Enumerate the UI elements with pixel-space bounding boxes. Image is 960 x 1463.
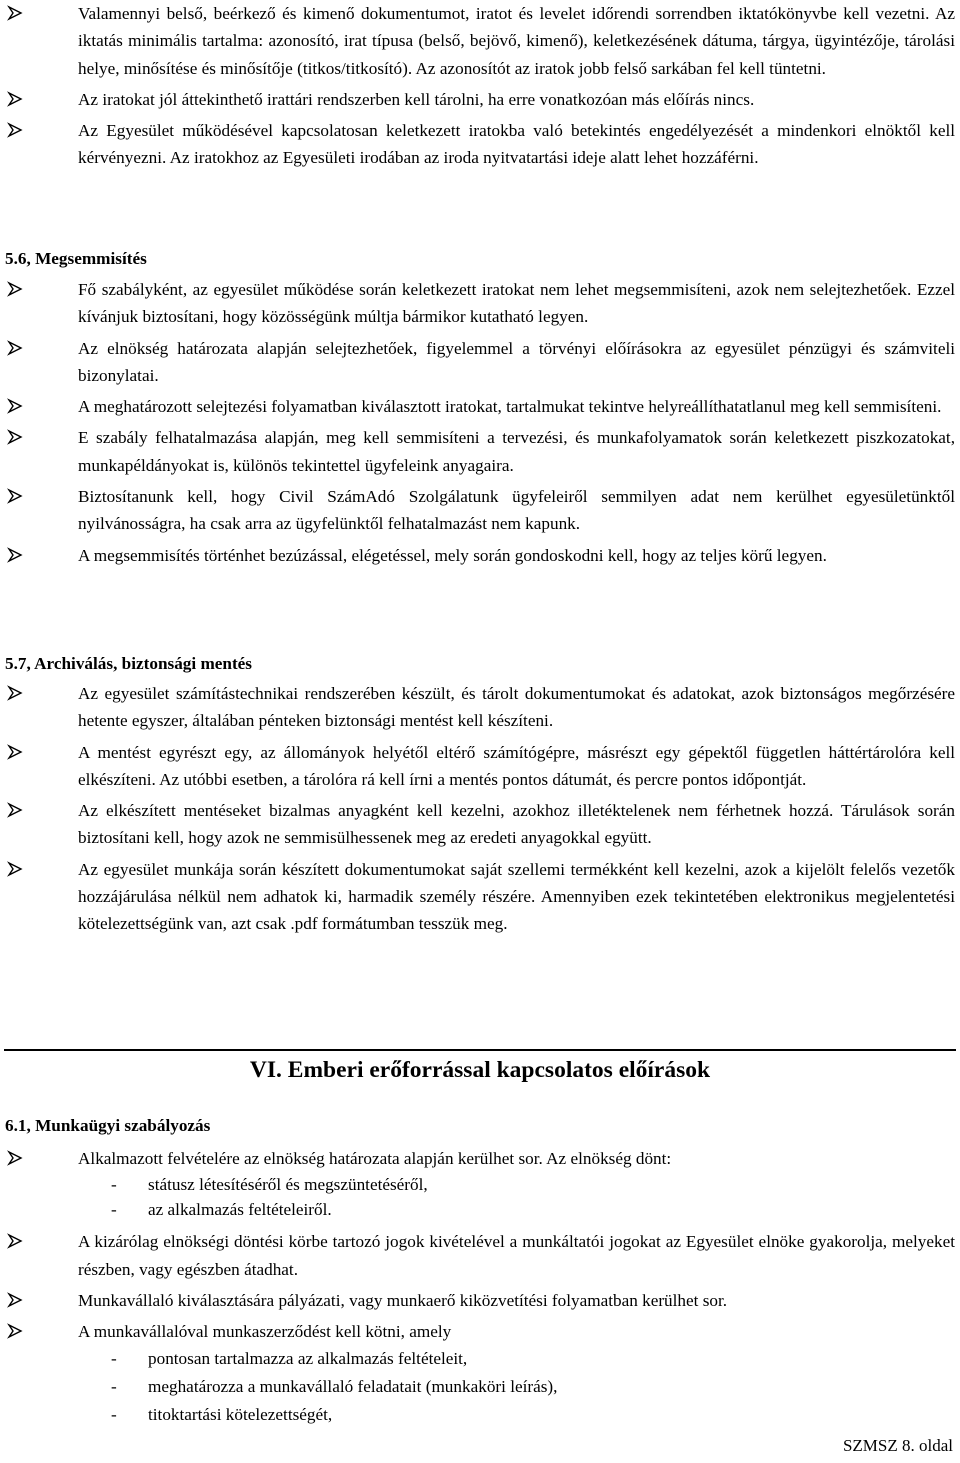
arrow-bullet-icon [7, 547, 23, 563]
arrow-bullet-icon [7, 488, 23, 504]
list-item-text: Alkalmazott felvételére az elnökség határozata alapján kerülhet sor. Az elnökség dönt: [78, 1149, 672, 1168]
list-item [0, 856, 960, 938]
section-6-1-list [0, 1145, 960, 1172]
sub-list-item: - meghatározza a munkavállaló feladatait (munkaköri leírás), [111, 1377, 558, 1397]
chapter-title: VI. Emberi erőforrással kapcsolatos előírások [249, 1057, 711, 1083]
list-item-text: A munkavállalóval munkaszerződést kell kötni, amely [78, 1322, 452, 1342]
arrow-bullet-icon [7, 744, 23, 760]
section-5-6-list-block [0, 276, 960, 569]
section-5-7-list [0, 680, 960, 938]
list-item [0, 424, 960, 479]
list-item-text: E szabály felhatalmazása alapján, meg kell semmisíteni a tervezési, és munkafolyamatok során keletkezett piszkozatokat, munkapéldányokat is, különös tekintettel ügyfeleink anyagaira. [78, 428, 955, 475]
list-item-text: Biztosítanunk kell, hogy Civil SzámAdó Szolgálatunk ügyfeleiről semmilyen adat nem kerülhet egyesületünktől nyilvánosságra, ha csak arra az ügyfelünktől felhatalmazást nem kapunk. [78, 487, 955, 534]
list-item-text: A kizárólag elnökségi döntési körbe tartozó jogok kivételével a munkáltatói jogokat az Egyesület elnöke gyakorolja, melyeket részben, vagy egészben átadhat. [78, 1232, 955, 1279]
arrow-bullet-icon [7, 685, 23, 701]
list-item [0, 117, 960, 172]
sub-list-item-text: az alkalmazás feltételeiről. [148, 1200, 332, 1220]
section-heading-5-7: 5.7, Archiválás, biztonsági mentés [5, 654, 252, 673]
arrow-bullet-icon [7, 802, 23, 818]
arrow-bullet-icon [7, 122, 23, 138]
section-6-1-list-continued [0, 1228, 960, 1345]
sub-list-item: - pontosan tartalmazza az alkalmazás feltételeit, [111, 1349, 468, 1369]
list-item [0, 542, 960, 569]
sub-list-item-text: meghatározza a munkavállaló feladatait (munkaköri leírás), [148, 1377, 558, 1397]
arrow-bullet-icon [7, 398, 23, 414]
list-item-text: Munkavállaló kiválasztására pályázati, vagy munkaerő kiközvetítési folyamatban kerülhet sor. [78, 1290, 728, 1310]
list-item-text: Fő szabályként, az egyesület működése során keletkezett iratokat nem lehet megsemmisíteni, azok nem selejtezhetőek. Ezzel kívánjuk biztosítani, hogy közösségünk múltja bármikor kutatható legyen. [78, 280, 955, 327]
arrow-bullet-icon [7, 861, 23, 877]
top-list [0, 0, 960, 172]
arrow-bullet-icon [7, 1150, 23, 1166]
section-heading-6-1: 6.1, Munkaügyi szabályozás [5, 1116, 211, 1135]
arrow-bullet-icon [7, 281, 23, 297]
sub-list [0, 1345, 960, 1429]
page-footer: SZMSZ 8. oldal [842, 1435, 953, 1455]
list-item [0, 1145, 960, 1172]
arrow-bullet-icon [7, 1323, 23, 1339]
list-item-text: Az iratokat jól áttekinthető irattári rendszerben kell tárolni, ha erre vonatkozóan más előírás nincs. [78, 89, 755, 109]
arrow-bullet-icon [7, 5, 23, 21]
list-item [0, 0, 960, 82]
list-item [0, 335, 960, 390]
list-item-text: Az Egyesület működésével kapcsolatosan keletkezett iratokba való betekintés engedélyezését a mindenkori elnöktől kell kérvényezni. Az iratokhoz az Egyesületi irodában az iroda nyitvatartási ideje alatt lehet hozzáférni. [78, 121, 955, 168]
list-item-text: Az egyesület munkája során készített dokumentumokat saját szellemi termékként kell kezelni, azok a kijelölt felelős vezetők hozzájárulása nélkül nem adhatok ki, harmadik személy részére. Amennyiben ezek tekintetében elektronikus megjelentetési kötelezettségünk van, azt csak .pdf formátumban tesszük meg. [78, 859, 955, 934]
list-item [0, 393, 960, 420]
list-item [0, 739, 960, 794]
list-item [0, 1228, 960, 1283]
list-item [0, 1318, 960, 1345]
sub-list-item-text: pontosan tartalmazza az alkalmazás feltételeit, [148, 1349, 468, 1369]
sub-list-item: - az alkalmazás feltételeiről. [111, 1200, 332, 1220]
arrow-bullet-icon [7, 429, 23, 445]
arrow-bullet-icon [7, 91, 23, 107]
sub-list-item: - titoktartási kötelezettségét, [111, 1405, 333, 1425]
arrow-bullet-icon [7, 340, 23, 356]
list-item-text: Valamennyi belső, beérkező és kimenő dokumentumot, iratot és levelet időrendi sorrendben iktatókönyvbe kell vezetni. Az iktatás minimális tartalma: azonosító, irat típusa (belső, bejövő, kimenő), keletkezésének dátuma, tárgya, ügyintézője, tárolási helye, minősítése és minősítője (titkos/titkosító). Az azonosítót az iratok jobb felső sarkában fel kell tüntetni. [78, 4, 955, 78]
list-item [0, 680, 960, 735]
section-6-1-list-block [0, 1145, 960, 1429]
list-item [0, 797, 960, 852]
sub-list-item-text: titoktartási kötelezettségét, [148, 1405, 333, 1425]
list-item-text: Az elnökség határozata alapján selejtezhetőek, figyelemmel a törvényi előírásokra az egyesület pénzügyi és számviteli bizonylatai. [78, 338, 955, 385]
top-list-block [0, 0, 960, 172]
list-item-text: A mentést egyrészt egy, az állományok helyétől eltérő számítógépre, másrészt egy gépektől független háttértárolóra kell elkészíteni. Az utóbbi esetben, a tárolóra rá kell írni a mentés pontos dátumát, és percre pontos időpontját. [78, 742, 955, 789]
list-item [0, 276, 960, 331]
list-item [0, 1287, 960, 1314]
sub-list-item: - státusz létesítéséről és megszüntetéséről, [111, 1175, 428, 1195]
list-item [0, 483, 960, 538]
list-item [0, 86, 960, 113]
list-item-text: Az egyesület számítástechnikai rendszerében készült, és tárolt dokumentumokat és adatokat, azok biztonságos megőrzésére hetente egyszer, általában pénteken biztonsági mentést kell készíteni. [78, 684, 955, 731]
section-5-6-list [0, 276, 960, 569]
section-5-7-list-block [0, 680, 960, 938]
list-item-text: A meghatározott selejtezési folyamatban kiválasztott iratokat, tartalmukat tekintve helyreállíthatatlanul meg kell semmisíteni. [78, 397, 942, 417]
sub-list [0, 1172, 960, 1222]
arrow-bullet-icon [7, 1292, 23, 1308]
chapter-divider [4, 1049, 956, 1051]
section-heading-5-6: 5.6, Megsemmisítés [5, 249, 147, 268]
list-item-text: A megsemmisítés történhet bezúzással, elégetéssel, mely során gondoskodni kell, hogy az teljes körű legyen. [78, 545, 827, 565]
arrow-bullet-icon [7, 1233, 23, 1249]
sub-list-item-text: státusz létesítéséről és megszüntetéséről, [148, 1175, 428, 1195]
list-item-text: Az elkészített mentéseket bizalmas anyagként kell kezelni, azokhoz illetéktelenek nem férhetnek hozzá. Tárulások során biztosítani kell, hogy azok ne semmisülhessenek meg az eredeti anyagokkal együtt. [78, 801, 955, 848]
